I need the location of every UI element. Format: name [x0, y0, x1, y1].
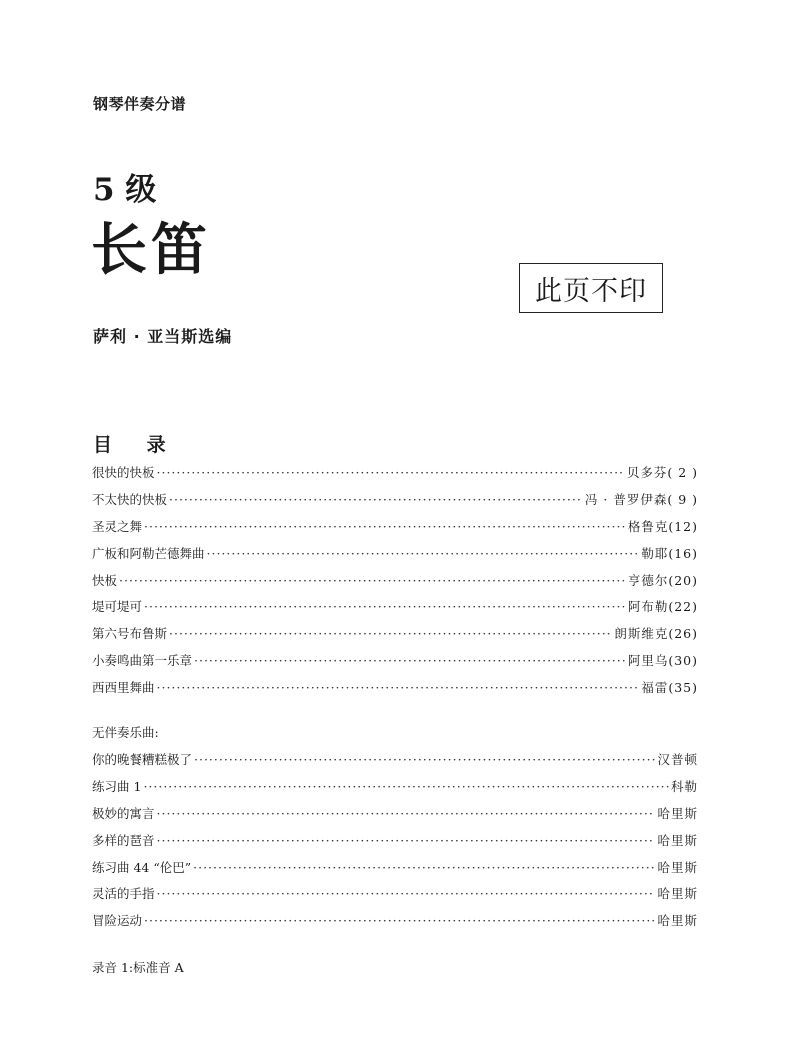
- do-not-print-stamp: 此页不印: [519, 263, 663, 313]
- book-title: 长笛: [91, 217, 211, 283]
- page-number: (35): [668, 680, 698, 696]
- dot-leader: [194, 653, 626, 668]
- page-number: (22): [668, 599, 698, 615]
- page-number: (30): [668, 653, 698, 669]
- toc-entry[interactable]: [92, 624, 698, 651]
- page-number: (12): [668, 518, 698, 534]
- piece-title: 很快的快板: [92, 465, 155, 480]
- grade-label: 5 级: [93, 172, 157, 208]
- editor-credit: 萨利 · 亚当斯选编: [93, 327, 233, 346]
- dot-leader: [143, 779, 669, 794]
- piece-title: 圣灵之舞: [92, 518, 143, 534]
- toc-entry[interactable]: [92, 544, 698, 571]
- composer-name: 哈里斯: [657, 886, 698, 902]
- composer-name: 贝多芬: [626, 465, 668, 480]
- toc-entry[interactable]: [92, 571, 698, 598]
- piece-title: 灵活的手指: [92, 886, 155, 902]
- unaccompanied-list: [92, 750, 698, 938]
- composer-name: 福雷: [641, 680, 669, 696]
- recording-note: 录音 1:标准音 A: [92, 960, 184, 975]
- toc-entry[interactable]: [92, 463, 698, 490]
- dot-leader: [157, 680, 640, 695]
- toc-list: [92, 463, 698, 705]
- toc-heading: 目 录: [93, 434, 180, 456]
- composer-name: 冯 · 普罗伊森: [584, 491, 668, 507]
- piece-title: 广板和阿勒芒德舞曲: [92, 545, 205, 561]
- toc-entry[interactable]: [92, 517, 698, 544]
- composer-name: 阿布勒: [627, 599, 669, 615]
- composer-name: 哈里斯: [657, 805, 698, 821]
- dot-leader: [157, 886, 656, 901]
- dot-leader: [144, 913, 655, 928]
- dot-leader: [207, 546, 640, 561]
- dot-leader: [157, 465, 625, 480]
- composer-name: 格鲁克: [627, 518, 669, 534]
- dot-leader: [157, 806, 656, 821]
- piece-title: 冒险运动: [92, 913, 143, 929]
- toc-entry[interactable]: [92, 597, 698, 624]
- piece-title: 快板: [92, 572, 118, 588]
- toc-entry[interactable]: [92, 678, 698, 705]
- toc-entry[interactable]: [92, 750, 698, 777]
- composer-name: 勒耶: [641, 545, 669, 561]
- composer-name: 哈里斯: [657, 859, 698, 875]
- piece-title: 你的晚餐糟糕极了: [92, 752, 193, 767]
- toc-entry[interactable]: [92, 831, 698, 858]
- piece-title: 多样的琶音: [92, 832, 155, 848]
- page-number: ( 9 ): [667, 491, 698, 507]
- toc-entry[interactable]: [92, 777, 698, 804]
- piece-title: 堤可堤可: [92, 599, 143, 615]
- dot-leader: [169, 492, 583, 507]
- piece-title: 第六号布鲁斯: [92, 626, 168, 642]
- page-number: (26): [668, 626, 698, 642]
- series-subtitle: 钢琴伴奏分谱: [93, 95, 187, 113]
- toc-entry[interactable]: [92, 858, 698, 885]
- dot-leader: [194, 752, 655, 767]
- toc-entry[interactable]: [92, 911, 698, 938]
- piece-title: 练习曲 44 “伦巴”: [92, 859, 192, 875]
- toc-entry[interactable]: [92, 884, 698, 911]
- toc-entry[interactable]: [92, 490, 698, 517]
- page-number: (20): [668, 572, 698, 588]
- dot-leader: [169, 626, 612, 641]
- dot-leader: [144, 599, 626, 614]
- piece-title: 西西里舞曲: [92, 680, 155, 696]
- piece-title: 小奏鸣曲第一乐章: [92, 653, 193, 669]
- toc-entry[interactable]: [92, 651, 698, 678]
- composer-name: 科勒: [670, 778, 698, 794]
- composer-name: 哈里斯: [657, 832, 698, 848]
- unaccompanied-heading: 无伴奏乐曲:: [92, 725, 159, 740]
- page-number: ( 2 ): [667, 465, 698, 480]
- composer-name: 朗斯维克: [614, 626, 669, 642]
- composer-name: 亨德尔: [627, 572, 669, 588]
- composer-name: 哈里斯: [657, 913, 698, 929]
- toc-entry[interactable]: [92, 804, 698, 831]
- piece-title: 练习曲 1: [92, 778, 142, 794]
- composer-name: 阿里乌: [627, 653, 669, 669]
- piece-title: 极妙的寓言: [92, 805, 155, 821]
- dot-leader: [119, 573, 626, 588]
- page-number: (16): [668, 545, 698, 561]
- composer-name: 汉普顿: [657, 752, 698, 767]
- piece-title: 不太快的快板: [92, 491, 168, 507]
- dot-leader: [193, 860, 655, 875]
- dot-leader: [144, 519, 626, 534]
- dot-leader: [157, 833, 656, 848]
